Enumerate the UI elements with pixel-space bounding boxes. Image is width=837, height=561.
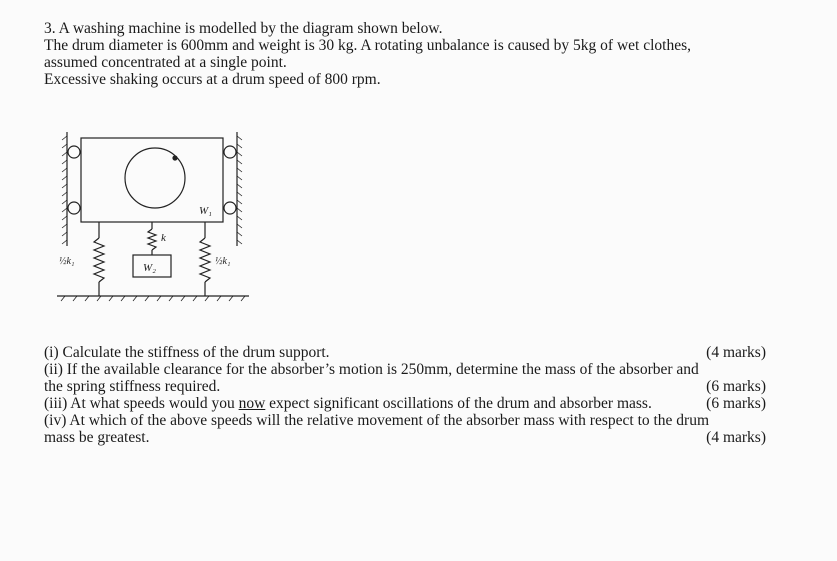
label-k: k (161, 232, 166, 244)
problem-line-4: Excessive shaking occurs at a drum speed of 800 rpm. (44, 71, 381, 88)
question-i-text: (i) Calculate the stiffness of the drum support. (44, 344, 330, 361)
left-wall-hatching (62, 136, 67, 244)
problem-line-2: The drum diameter is 600mm and weight is 30 kg. A rotating unbalance is caused by 5kg of wet clothes, (44, 37, 691, 54)
question-ii (44, 378, 766, 395)
question-iii-marks: (6 marks) (706, 395, 766, 412)
absorber-spring (148, 222, 156, 255)
roller-top-right (224, 146, 236, 158)
question-iii (44, 395, 766, 412)
question-i-marks: (4 marks) (706, 344, 766, 361)
washing-machine-diagram (55, 128, 255, 308)
unbalance-point (173, 156, 177, 160)
right-support-spring (200, 222, 210, 296)
roller-top-left (68, 146, 80, 158)
problem-line-1: 3. A washing machine is modelled by the diagram shown below. (44, 20, 443, 37)
ground-hatching (61, 296, 245, 301)
roller-bottom-right (224, 202, 236, 214)
question-iv-line1: (iv) At which of the above speeds will the relative movement of the absorber mass with respect to the drum (44, 412, 710, 429)
question-iv-marks: (4 marks) (706, 429, 766, 446)
question-ii-line1: (ii) If the available clearance for the absorber’s motion is 250mm, determine the mass of the absorber and (44, 361, 699, 378)
problem-line-3: assumed concentrated at a single point. (44, 54, 287, 71)
right-wall-hatching (237, 136, 242, 244)
label-half-k1-right: ½k₁ (215, 256, 231, 267)
question-ii-text: the spring stiffness required. (44, 378, 221, 395)
question-iv (44, 429, 766, 446)
question-iv-text: mass be greatest. (44, 429, 150, 446)
question-iii-text (44, 395, 698, 412)
roller-bottom-left (68, 202, 80, 214)
questions-list (44, 344, 766, 446)
left-support-spring (94, 222, 104, 296)
label-half-k1-left: ½k₁ (59, 256, 75, 267)
question-i (44, 344, 766, 361)
question-iii-before: (iii) At what speeds would you (44, 395, 239, 412)
label-w1: W₁ (199, 205, 212, 217)
question-iii-after: expect significant oscillations of the drum and absorber mass. (265, 395, 652, 412)
label-w2: W₂ (143, 262, 156, 274)
question-ii-marks: (6 marks) (706, 378, 766, 395)
problem-statement (44, 20, 804, 88)
question-iii-underlined: now (238, 395, 266, 412)
